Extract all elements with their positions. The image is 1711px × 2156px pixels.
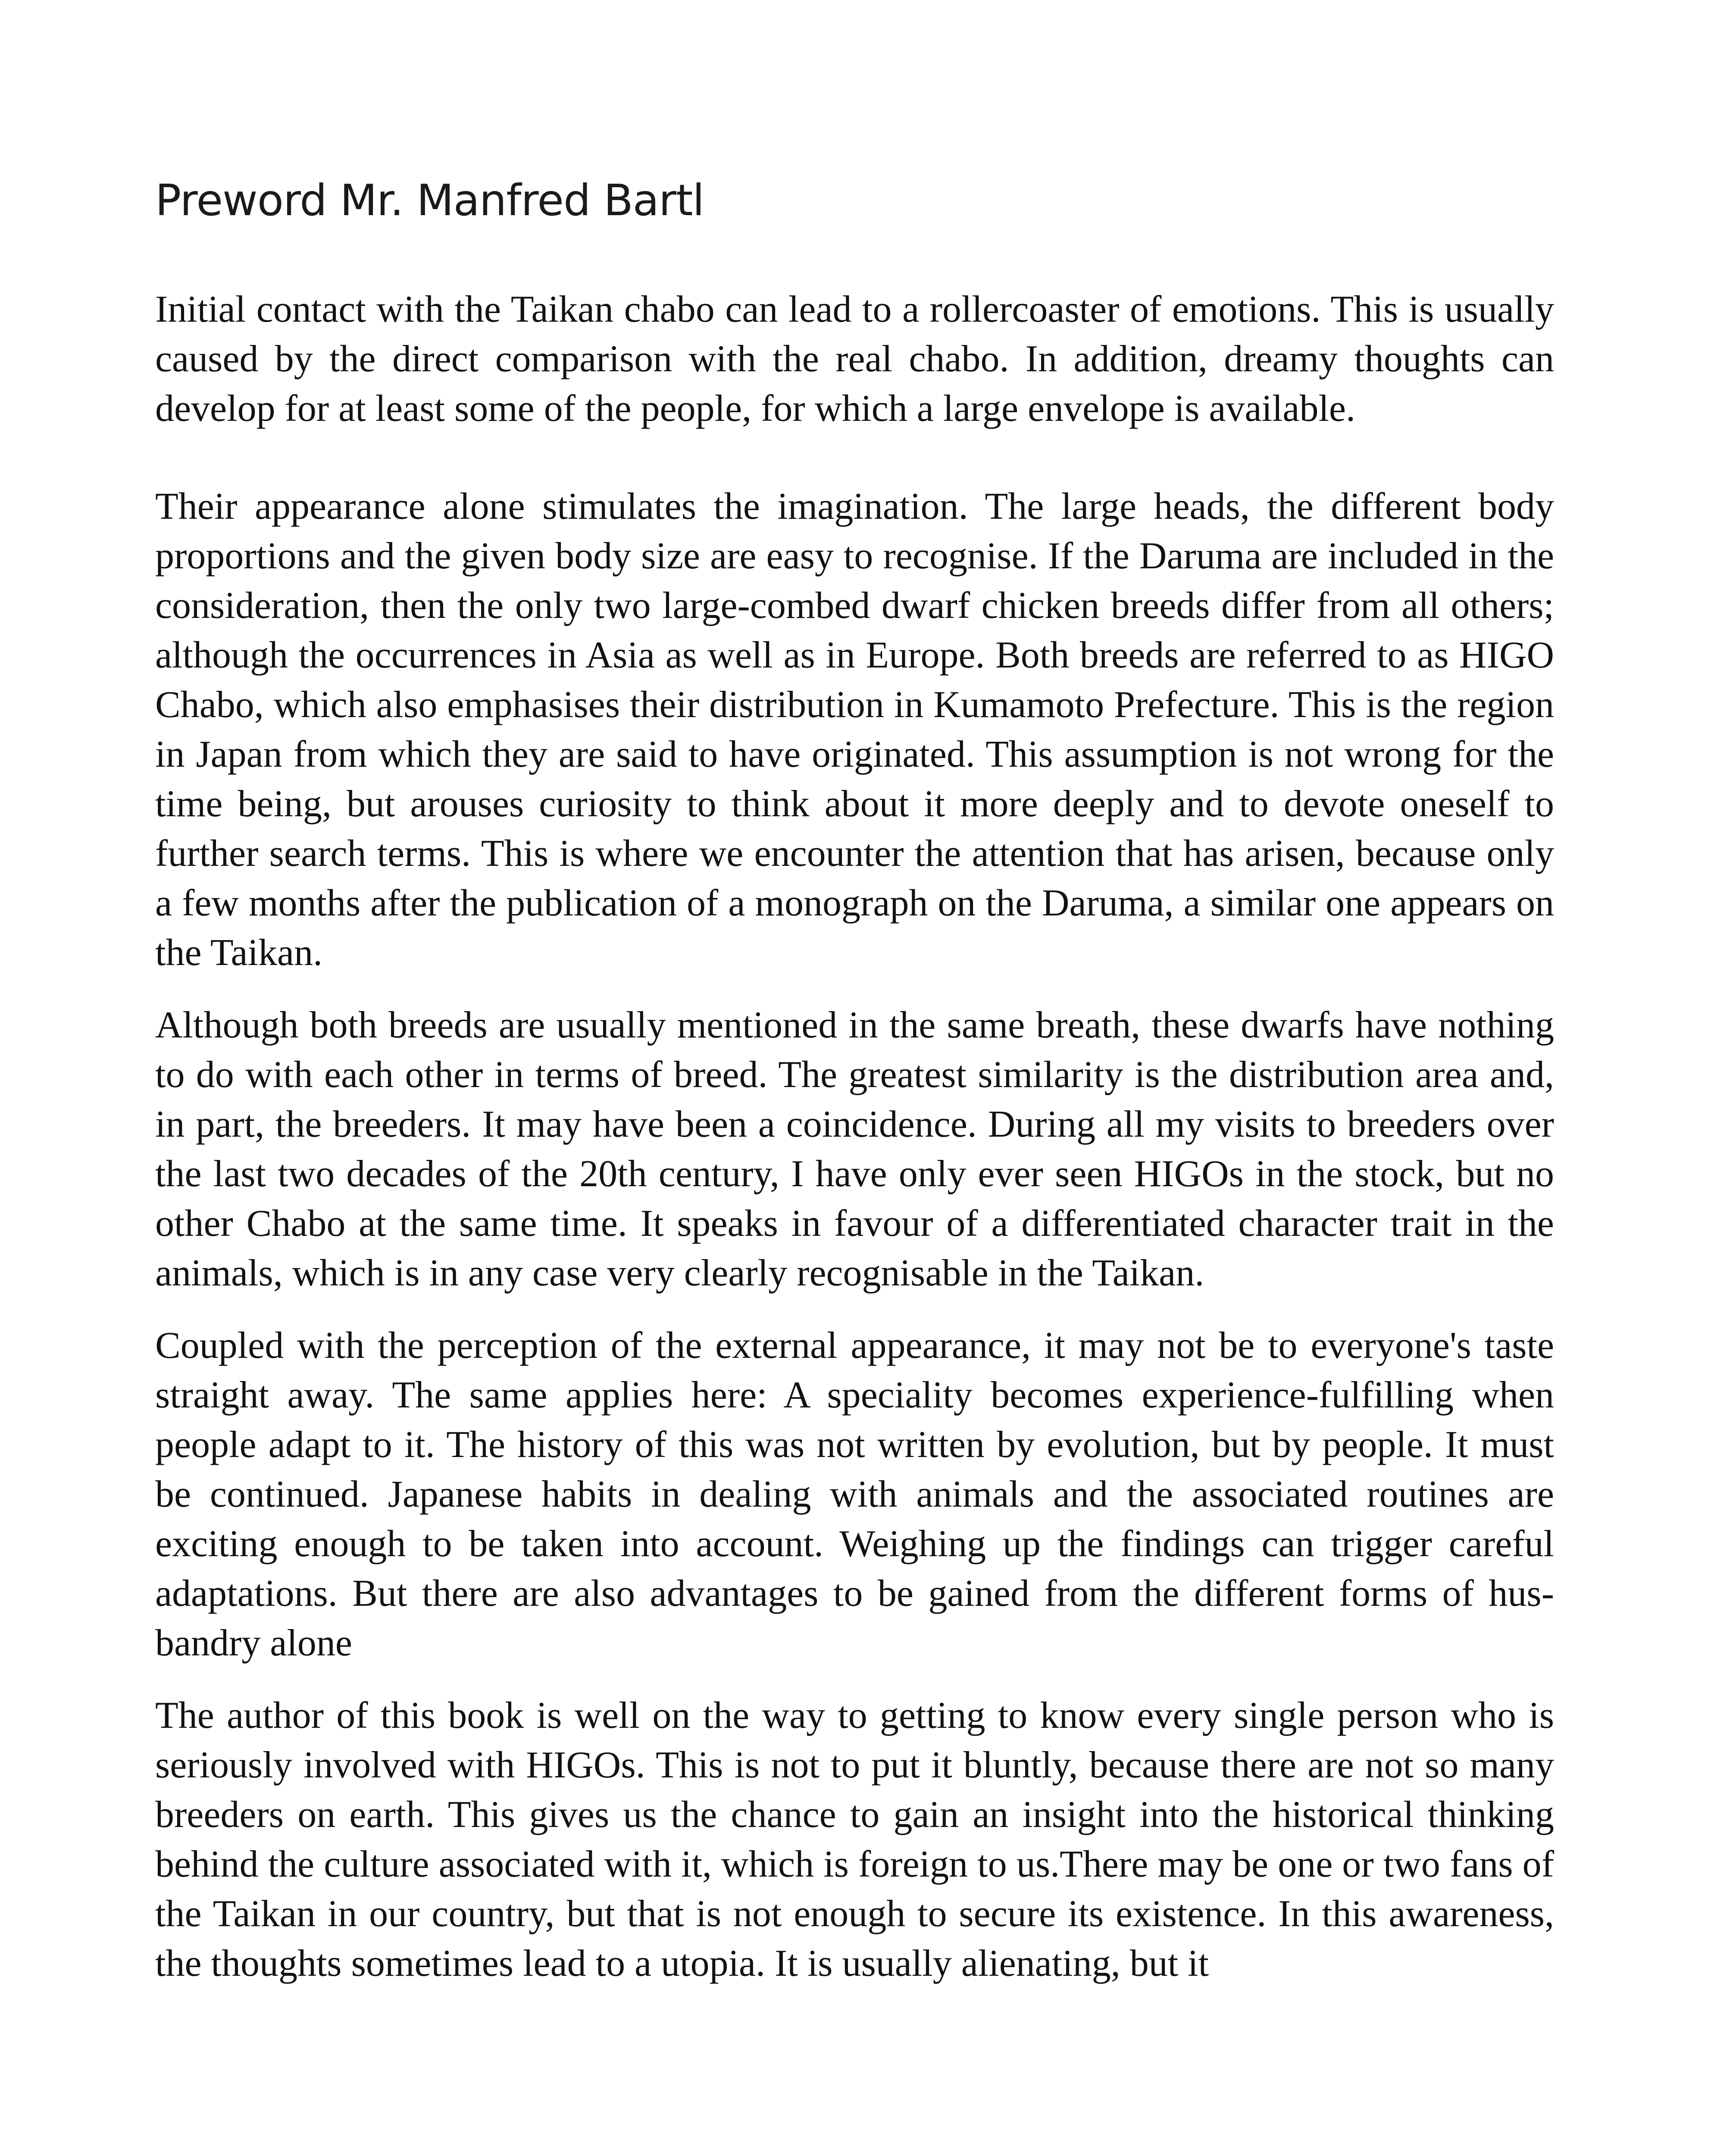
paragraph-1: Initial contact with the Taikan chabo can lead to a rollercoaster of emotions. This is usually caused by the direct comparison with the real chabo. In addition, dreamy thoughts can develop for at least some of the people, for which a large envelope is available.	[155, 288, 1554, 429]
paragraph-4: Coupled with the perception of the external appearance, it may not be to everyone's taste straight away. The same applies here: A speciality becomes experience-fulfilling when people adapt to it. The history of this was not written by evolution, but by people. It must be continued. Japanese habits in dealing with animals and the associated routines are exciting enough to be taken into account. Weighing up the findings can trigger careful adaptations. But there are also advantages to be gained from the different forms of husbandry alone	[155, 1325, 1554, 1664]
page-title: Preword Mr. Manfred Bartl	[155, 175, 704, 226]
paragraph-5: The author of this book is well on the way to getting to know every single person who is seriously involved with HIGOs. This is not to put it bluntly, because there are not so many breeders on earth. This gives us the chance to gain an insight into the historical thinking behind the culture associated with it, which is foreign to us.There may be one or two fans of the Taikan in our country, but that is not enough to secure its existence. In this awareness, the thoughts sometimes lead to a utopia. It is usually alienating, but it	[155, 1695, 1554, 1984]
body-text	[155, 285, 1554, 2011]
paragraph-2: Their appearance alone stimulates the imagination. The large heads, the different body proportions and the given body size are easy to recognise. If the Daruma are included in the consideration, then the only two large-combed dwarf chicken breeds differ from all others; although the occurrences in Asia as well as in Europe. Both breeds are referred to as HIGO Chabo, which also emphasises their distribution in Kumamoto Prefecture. This is the region in Japan from which they are said to have originated. This assumption is not wrong for the time being, but arouses curiosity to think about it more deeply and to devote oneself to further search terms. This is where we encounter the attention that has arisen, because only a few months after the publication of a monograph on the Daruma, a similar one appears on the Taikan.	[155, 486, 1554, 974]
paragraph-3: Although both breeds are usually mentioned in the same breath, these dwarfs have nothing to do with each other in terms of breed. The greatest similarity is the distribution area and, in part, the breeders. It may have been a coincidence. During all my visits to breeders over the last two decades of the 20th century, I have only ever seen HIGOs in the stock, but no other Chabo at the same time. It speaks in favour of a differentiated character trait in the animals, which is in any case very clearly recognisable in the Taikan.	[155, 1004, 1554, 1294]
